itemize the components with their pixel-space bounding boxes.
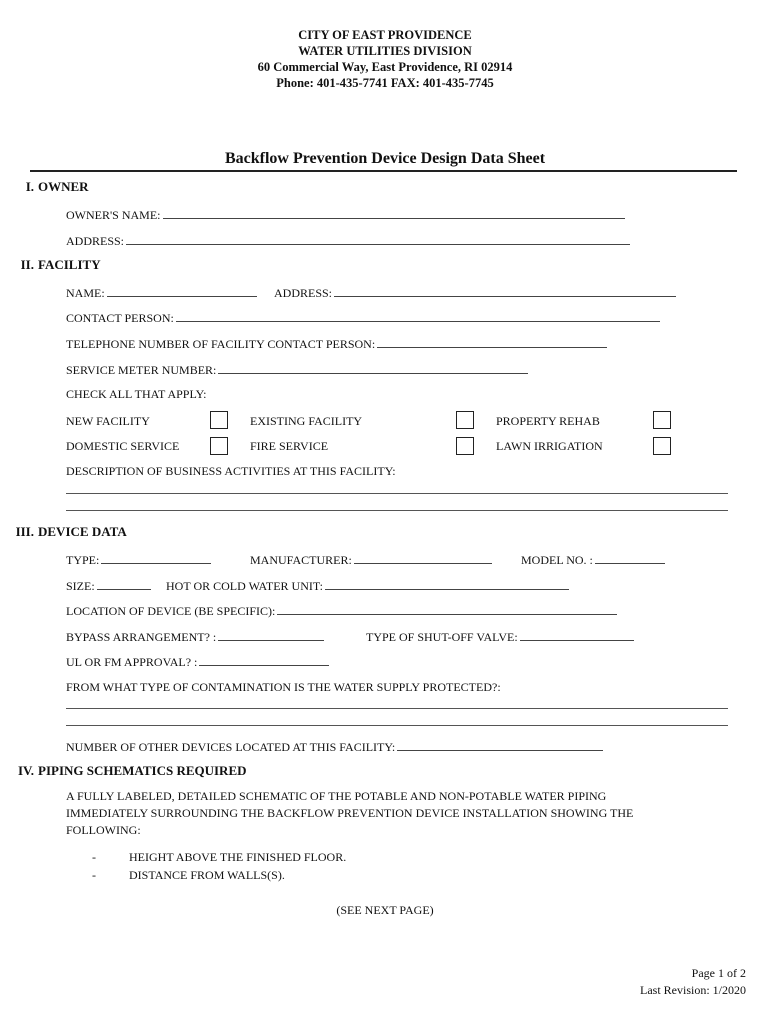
other-devices-label: NUMBER OF OTHER DEVICES LOCATED AT THIS FACILITY: bbox=[66, 740, 396, 754]
section-label: OWNER bbox=[38, 179, 89, 194]
facility-name-label: NAME: bbox=[66, 286, 105, 300]
section-number: III. bbox=[15, 524, 34, 539]
bullet-mark: - bbox=[92, 850, 96, 864]
device-location-field[interactable] bbox=[277, 603, 617, 615]
lawn-irrigation-checkbox[interactable] bbox=[653, 437, 671, 455]
ul-fm-field[interactable] bbox=[199, 654, 329, 666]
title-rule bbox=[30, 170, 737, 172]
section-piping bbox=[0, 763, 247, 779]
bullet-item: DISTANCE FROM WALLS(S). bbox=[129, 868, 285, 882]
new-facility-checkbox[interactable] bbox=[210, 411, 228, 429]
meter-number-field[interactable] bbox=[218, 362, 528, 374]
option-lawn-irrigation-label: LAWN IRRIGATION bbox=[496, 439, 603, 453]
device-type-label: TYPE: bbox=[66, 553, 100, 567]
contact-phone-row bbox=[66, 336, 607, 352]
piping-paragraph-line-3: FOLLOWING: bbox=[66, 823, 141, 837]
business-description-label: DESCRIPTION OF BUSINESS ACTIVITIES AT THIS FACILITY: bbox=[66, 464, 396, 478]
ul-fm-label: UL OR FM APPROVAL? : bbox=[66, 655, 198, 669]
section-label: DEVICE DATA bbox=[38, 524, 127, 539]
option-new-facility-label: NEW FACILITY bbox=[66, 414, 150, 428]
meter-number-label: SERVICE METER NUMBER: bbox=[66, 363, 217, 377]
section-number: IV. bbox=[17, 763, 34, 778]
device-location-row bbox=[66, 603, 617, 619]
facility-address-row bbox=[274, 285, 676, 301]
owner-address-field[interactable] bbox=[126, 233, 630, 245]
device-type-field[interactable] bbox=[101, 552, 211, 564]
contamination-label: FROM WHAT TYPE OF CONTAMINATION IS THE WATER SUPPLY PROTECTED?: bbox=[66, 680, 501, 694]
bullet-mark: - bbox=[92, 868, 96, 882]
device-location-label: LOCATION OF DEVICE (BE SPECIFIC): bbox=[66, 604, 276, 618]
page-title: Backflow Prevention Device Design Data Sheet bbox=[224, 150, 546, 167]
meter-number-row bbox=[66, 362, 528, 378]
hot-cold-row bbox=[166, 578, 569, 594]
section-facility bbox=[0, 257, 101, 273]
model-number-row bbox=[521, 552, 665, 568]
page-number: Page 1 of 2 bbox=[691, 966, 746, 980]
piping-paragraph-line-1: A FULLY LABELED, DETAILED SCHEMATIC OF THE POTABLE AND NON-POTABLE WATER PIPING bbox=[66, 789, 607, 803]
see-next-page: (SEE NEXT PAGE) bbox=[336, 903, 434, 917]
other-devices-field[interactable] bbox=[397, 739, 603, 751]
section-label: PIPING SCHEMATICS REQUIRED bbox=[38, 763, 247, 778]
owner-name-row bbox=[66, 207, 625, 223]
check-all-label: CHECK ALL THAT APPLY: bbox=[66, 387, 207, 401]
header-phone: Phone: 401-435-7741 FAX: 401-435-7745 bbox=[276, 76, 494, 90]
bypass-label: BYPASS ARRANGEMENT? : bbox=[66, 630, 217, 644]
shutoff-valve-row bbox=[366, 629, 634, 645]
section-number: I. bbox=[25, 179, 34, 194]
last-revision: Last Revision: 1/2020 bbox=[640, 983, 746, 997]
option-existing-facility-label: EXISTING FACILITY bbox=[250, 414, 363, 428]
shutoff-valve-label: TYPE OF SHUT-OFF VALVE: bbox=[366, 630, 518, 644]
business-description-line-2[interactable] bbox=[66, 510, 728, 511]
contamination-line-1[interactable] bbox=[66, 708, 728, 709]
device-type-row bbox=[66, 552, 211, 568]
facility-address-label: ADDRESS: bbox=[274, 286, 333, 300]
piping-paragraph-line-2: IMMEDIATELY SURROUNDING THE BACKFLOW PREVENTION DEVICE INSTALLATION SHOWING THE bbox=[66, 806, 634, 820]
header-division: WATER UTILITIES DIVISION bbox=[298, 44, 472, 58]
size-row bbox=[66, 578, 151, 594]
manufacturer-field[interactable] bbox=[354, 552, 492, 564]
header-address: 60 Commercial Way, East Providence, RI 02914 bbox=[257, 60, 513, 74]
manufacturer-row bbox=[250, 552, 492, 568]
owner-address-row bbox=[66, 233, 630, 249]
section-owner bbox=[0, 179, 89, 195]
other-devices-row bbox=[66, 739, 603, 755]
option-fire-service-label: FIRE SERVICE bbox=[250, 439, 329, 453]
contact-person-row bbox=[66, 310, 660, 326]
owner-name-label: OWNER'S NAME: bbox=[66, 208, 161, 222]
section-label: FACILITY bbox=[38, 257, 101, 272]
owner-name-field[interactable] bbox=[163, 207, 625, 219]
shutoff-valve-field[interactable] bbox=[520, 629, 634, 641]
contact-person-field[interactable] bbox=[176, 310, 660, 322]
facility-name-row bbox=[66, 285, 257, 301]
bullet-item: HEIGHT ABOVE THE FINISHED FLOOR. bbox=[129, 850, 347, 864]
bypass-row bbox=[66, 629, 324, 645]
contact-person-label: CONTACT PERSON: bbox=[66, 311, 174, 325]
size-label: SIZE: bbox=[66, 579, 95, 593]
existing-facility-checkbox[interactable] bbox=[456, 411, 474, 429]
contamination-line-2[interactable] bbox=[66, 725, 728, 726]
property-rehab-checkbox[interactable] bbox=[653, 411, 671, 429]
size-field[interactable] bbox=[97, 578, 151, 590]
option-domestic-service-label: DOMESTIC SERVICE bbox=[66, 439, 180, 453]
business-description-line-1[interactable] bbox=[66, 493, 728, 494]
manufacturer-label: MANUFACTURER: bbox=[250, 553, 352, 567]
owner-address-label: ADDRESS: bbox=[66, 234, 125, 248]
contact-phone-field[interactable] bbox=[377, 336, 607, 348]
model-number-label: MODEL NO. : bbox=[521, 553, 593, 567]
hot-cold-field[interactable] bbox=[325, 578, 569, 590]
contact-phone-label: TELEPHONE NUMBER OF FACILITY CONTACT PERSON: bbox=[66, 337, 376, 351]
fire-service-checkbox[interactable] bbox=[456, 437, 474, 455]
bypass-field[interactable] bbox=[218, 629, 324, 641]
domestic-service-checkbox[interactable] bbox=[210, 437, 228, 455]
header-city: CITY OF EAST PROVIDENCE bbox=[298, 28, 472, 42]
section-number: II. bbox=[20, 257, 34, 272]
facility-address-field[interactable] bbox=[334, 285, 676, 297]
section-device-data bbox=[0, 524, 127, 540]
hot-cold-label: HOT OR COLD WATER UNIT: bbox=[166, 579, 323, 593]
model-number-field[interactable] bbox=[595, 552, 665, 564]
facility-name-field[interactable] bbox=[107, 285, 257, 297]
ul-fm-row bbox=[66, 654, 329, 670]
option-property-rehab-label: PROPERTY REHAB bbox=[496, 414, 600, 428]
